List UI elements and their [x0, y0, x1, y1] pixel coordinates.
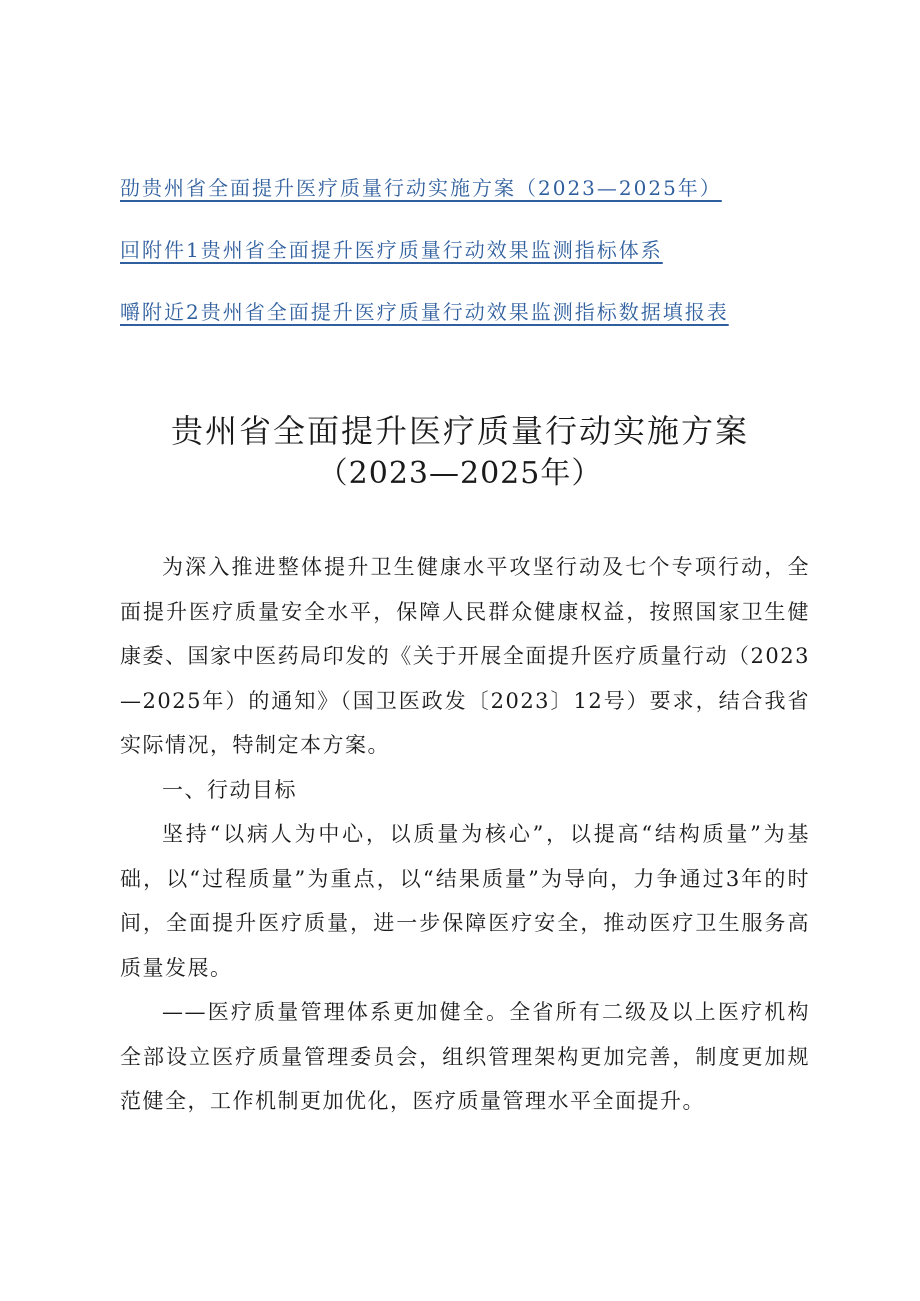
title-block [0, 408, 920, 494]
toc-link-attachment-1[interactable]: 回附件1贵州省全面提升医疗质量行动效果监测指标体系 [120, 238, 663, 262]
table-of-contents [120, 168, 820, 354]
document-body [120, 545, 810, 1124]
document-subtitle: （2023—2025年） [317, 456, 603, 491]
section-heading-goals: 一、行动目标 [162, 777, 297, 802]
toc-link-implementation-plan[interactable]: 劭贵州省全面提升医疗质量行动实施方案（2023—2025年） [120, 176, 722, 200]
toc-link-attachment-2[interactable]: 嚼附近2贵州省全面提升医疗质量行动效果监测指标数据填报表 [120, 300, 729, 324]
paragraph-goals: 坚持“以病人为中心，以质量为核心”，以提高“结构质量”为基础，以“过程质量”为重点，以“结果质量”为导向，力争通过3年的时间，全面提升医疗质量，进一步保障医疗安全，推动医疗卫生服务高质量发展。 [120, 822, 810, 980]
document-title: 贵州省全面提升医疗质量行动实施方案 [170, 412, 749, 450]
paragraph-intro: 为深入推进整体提升卫生健康水平攻坚行动及七个专项行动，全面提升医疗质量安全水平，保障人民群众健康权益，按照国家卫生健康委、国家中医药局印发的《关于开展全面提升医疗质量行动（2023—2025年）的通知》（国卫医政发〔2023〕12号）要求，结合我省实际情况，特制定本方案。 [120, 555, 810, 757]
paragraph-management-system: ——医疗质量管理体系更加健全。全省所有二级及以上医疗机构全部设立医疗质量管理委员会，组织管理架构更加完善，制度更加规范健全，工作机制更加优化，医疗质量管理水平全面提升。 [120, 1000, 810, 1113]
